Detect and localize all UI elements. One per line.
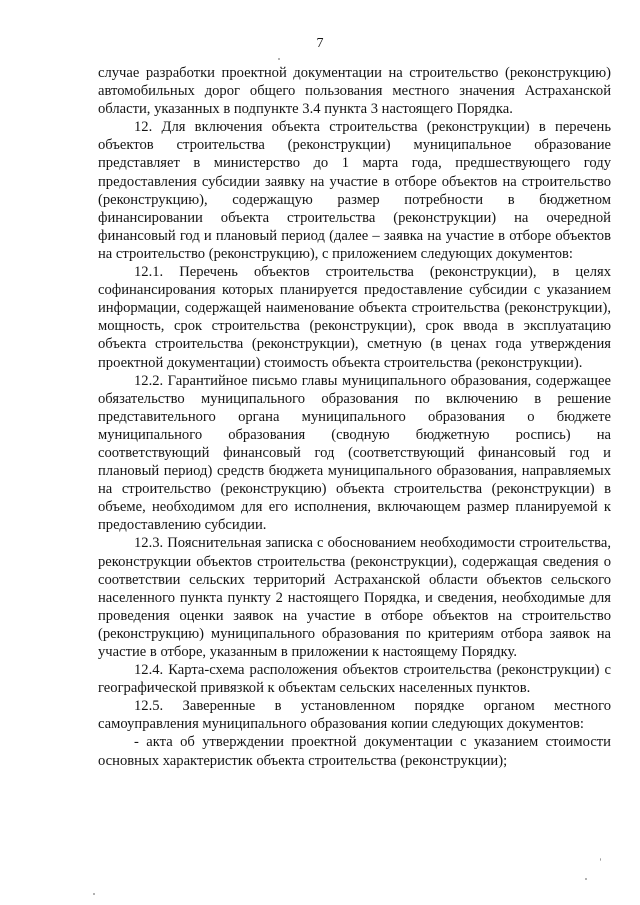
scan-speck xyxy=(585,878,587,880)
paragraph-12-1: 12.1. Перечень объектов строительства (реконструкции), в целях софинансирования которых планируется предоставление субсидии с указанием информации, содержащей наименование объекта строительства (реконструкции), мощность, срок строительства (реконструкции), срок ввода в эксплуатацию объекта строительства (реконструкции), сметную (в ценах года утверждения проектной документации) стоимость объекта строительства (реконструкции). xyxy=(98,264,611,371)
scan-speck xyxy=(278,58,280,60)
scan-speck xyxy=(600,858,601,861)
paragraph-12-2: 12.2. Гарантийное письмо главы муниципального образования, содержащее обязательство муниципального образования по включению в решение представительного органа муниципального образования о бюджете муниципального образования (сводную бюджетную роспись) на соответствующий финансовый год (соответствующий финансовый год и плановый период) средств бюджета муниципального образования, направляемых на строительство (реконструкцию) объекта строительства (реконструкции) в объеме, необходимом для его исполнения, включающем размер планируемой к предоставлению субсидии. xyxy=(98,372,611,534)
paragraph-12-4: 12.4. Карта-схема расположения объектов строительства (реконструкции) с географической привязкой к объектам сельских населенных пунктов. xyxy=(98,662,611,697)
document-body xyxy=(98,64,611,770)
paragraph-12-3: 12.3. Пояснительная записка с обоснованием необходимости строительства, реконструкции объектов строительства (реконструкции), содержащая сведения о соответствии сельских территорий Астраханской области объектов сельского населенного пункта пункту 2 настоящего Порядка, и сведения, необходимые для проведения оценки заявок на участие в отборе объектов на строительство (реконструкцию) муниципального образования по критериям отбора заявок на участие в отборе, указанным в приложении к настоящему Порядку. xyxy=(98,535,611,660)
paragraph-12-5: 12.5. Заверенные в установленном порядке органом местного самоуправления муниципального образования копии следующих документов: xyxy=(98,698,611,733)
page-number: 7 xyxy=(316,36,324,51)
paragraph-continuation: случае разработки проектной документации на строительство (реконструкцию) автомобильных дорог общего пользования местного значения Астраханской области, указанных в подпункте 3.4 пункта 3 настоящего Порядка. xyxy=(98,65,611,118)
scan-speck xyxy=(93,893,95,895)
paragraph-act-bullet: - акта об утверждении проектной документации с указанием стоимости основных характеристик объекта строительства (реконструкции); xyxy=(98,734,611,769)
paragraph-12: 12. Для включения объекта строительства (реконструкции) в перечень объектов строительства (реконструкции) муниципальное образование представляет в министерство до 1 марта года, предшествующего году предоставления субсидии заявку на участие в отборе объектов на строительство (реконструкцию), содержащую размер потребности в бюджетном финансировании объекта строительства (реконструкции) на очередной финансовый год и плановый период (далее – заявка на участие в отборе объектов на строительство (реконструкцию), с приложением следующих документов: xyxy=(98,119,611,262)
